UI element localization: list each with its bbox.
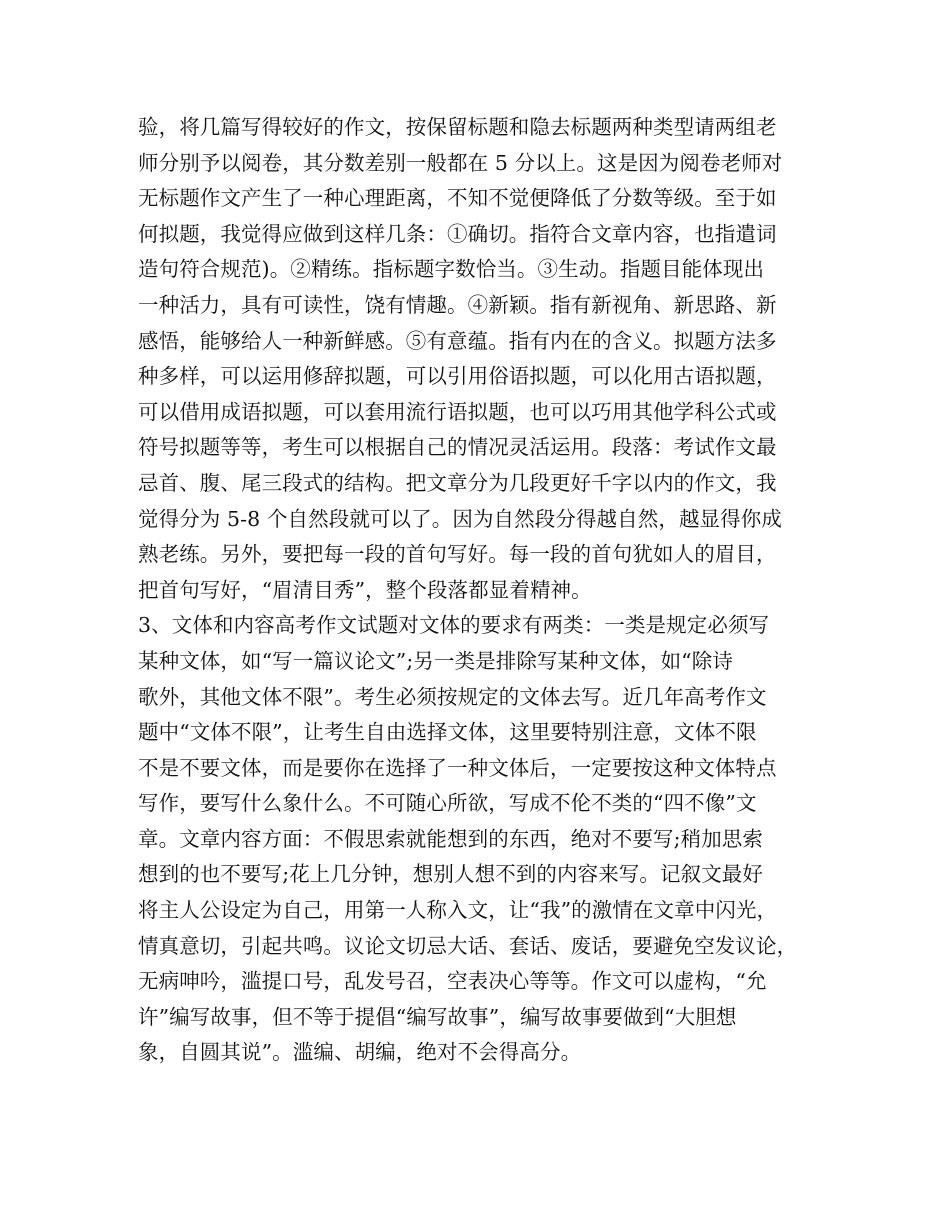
text-line: 情真意切，引起共鸣。议论文切忌大话、套话、废话，要避免空发议论， [138, 933, 798, 958]
document-body [138, 110, 828, 1071]
text-line: 题中“文体不限”，让考生自由选择文体，这里要特别注意，文体不限 [138, 720, 757, 745]
text-line: 把首句写好，“眉清目秀”，整个段落都显着精神。 [138, 577, 592, 602]
text-line: 可以借用成语拟题，可以套用流行语拟题，也可以巧用其他学科公式或 [138, 399, 777, 424]
text-line: 将主人公设定为自己，用第一人称入文，让“我”的激情在文章中闪光， [138, 898, 778, 923]
text-line: 感悟，能够给人一种新鲜感。⑤有意蕴。指有内在的含义。拟题方法多 [138, 328, 777, 353]
text-line: 师分别予以阅卷，其分数差别一般都在 5 分以上。这是因为阅卷老师对 [138, 150, 783, 175]
text-line: 歌外，其他文体不限”。考生必须按规定的文体去写。近几年高考作文 [138, 684, 767, 709]
text-line: 想到的也不要写;花上几分钟，想别人想不到的内容来写。记叙文最好 [138, 862, 764, 887]
text-line: 何拟题，我觉得应做到这样几条：①确切。指符合文章内容，也指遣词 [138, 221, 777, 246]
text-line: 某种文体，如“写一篇议论文”;另一类是排除写某种文体，如“除诗 [138, 648, 733, 673]
text-line: 觉得分为 5-8 个自然段就可以了。因为自然段分得越自然，越显得你成 [138, 506, 782, 531]
text-line: 验，将几篇写得较好的作文，按保留标题和隐去标题两种类型请两组老 [138, 115, 777, 139]
text-line: 写作，要写什么象什么。不可随心所欲，写成不伦不类的“四不像”文 [138, 791, 757, 816]
text-line: 一种活力，具有可读性，饶有情趣。④新颖。指有新视角、新思路、新 [138, 292, 777, 317]
text-line: 章。文章内容方面：不假思索就能想到的东西，绝对不要写;稍加思索 [138, 826, 764, 851]
text-line: 符号拟题等等，考生可以根据自己的情况灵活运用。段落：考试作文最 [138, 435, 777, 460]
text-line: 忌首、腹、尾三段式的结构。把文章分为几段更好千字以内的作文，我 [138, 470, 777, 495]
text-line: 熟老练。另外，要把每一段的首句写好。每一段的首句犹如人的眉目， [138, 542, 777, 567]
text-line: 种多样，可以运用修辞拟题，可以引用俗语拟题，可以化用古语拟题， [138, 364, 777, 389]
text-line: 不是不要文体，而是要你在选择了一种文体后，一定要按这种文体特点 [138, 755, 777, 780]
text-line: 造句符合规范)。②精练。指标题字数恰当。③生动。指题目能体现出 [138, 257, 765, 282]
text-line: 无病呻吟，滥提口号，乱发号召，空表决心等等。作文可以虚构，“允 [138, 969, 767, 994]
section-heading-line: 3、文体和内容高考作文试题对文体的要求有两类：一类是规定必须写 [138, 613, 770, 638]
text-line: 无标题作文产生了一种心理距离，不知不觉便降低了分数等级。至于如 [138, 186, 777, 211]
text-line: 象，自圆其说”。滥编、胡编，绝对不会得高分。 [138, 1040, 582, 1065]
text-line: 许”编写故事，但不等于提倡“编写故事”，编写故事要做到“大胆想 [138, 1004, 737, 1029]
